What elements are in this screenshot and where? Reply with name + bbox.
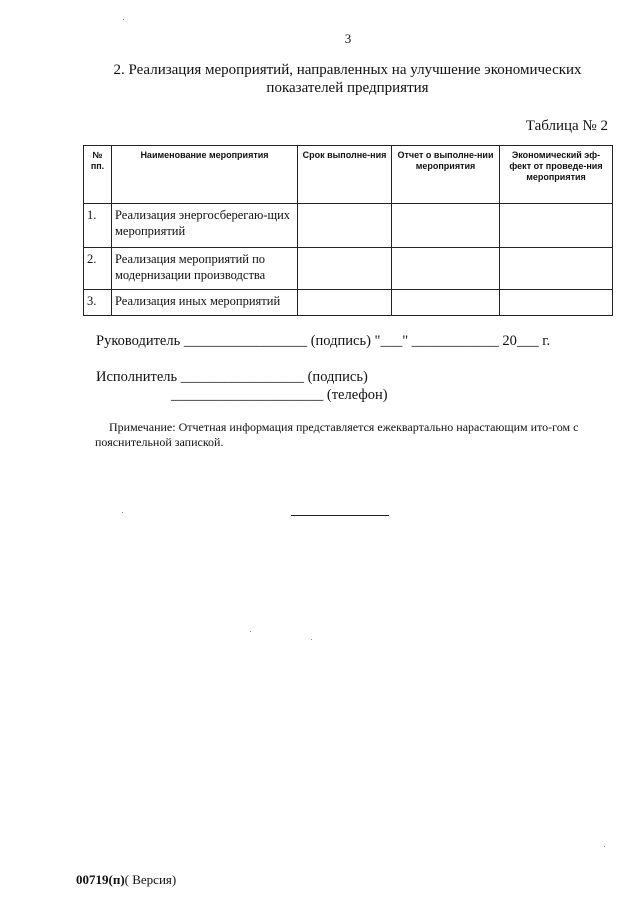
scan-speck (604, 846, 605, 847)
row-report-cell[interactable] (392, 290, 500, 316)
table-label: Таблица № 2 (525, 118, 608, 134)
head-signature-line: Руководитель _________________ (подпись) "___" ____________ 20___ г. (96, 333, 551, 349)
row-number: 2. (84, 248, 112, 290)
header-number: № пп. (84, 146, 112, 204)
document-footer (76, 872, 176, 888)
row-name: Реализация мероприятий по модернизации производства (112, 248, 298, 290)
executor-phone-line: _____________________ (телефон) (171, 387, 388, 403)
table-row (84, 290, 613, 316)
row-effect-cell[interactable] (500, 248, 613, 290)
row-number: 3. (84, 290, 112, 316)
row-number: 1. (84, 204, 112, 248)
header-report: Отчет о выполне-нии мероприятия (392, 146, 500, 204)
scan-speck (311, 639, 312, 640)
row-name: Реализация энергосберегаю-щих мероприятий (112, 204, 298, 248)
table-row (84, 204, 613, 248)
header-name: Наименование мероприятия (112, 146, 298, 204)
events-table (83, 145, 613, 316)
table-row (84, 248, 613, 290)
header-effect: Экономический эф-фект от проведе-ния мероприятия (500, 146, 613, 204)
header-deadline: Срок выполне-ния (298, 146, 392, 204)
table-header-row (84, 146, 613, 204)
row-report-cell[interactable] (392, 204, 500, 248)
page-number: 3 (344, 31, 352, 46)
section-title: 2. Реализация мероприятий, направленных на улучшение экономических показателей предприятия (113, 62, 582, 96)
document-version: ( Версия) (124, 872, 177, 887)
row-deadline-cell[interactable] (298, 204, 392, 248)
row-deadline-cell[interactable] (298, 248, 392, 290)
row-deadline-cell[interactable] (298, 290, 392, 316)
row-effect-cell[interactable] (500, 204, 613, 248)
scan-speck (122, 512, 123, 513)
executor-signature-line: Исполнитель _________________ (подпись) (96, 369, 368, 385)
end-separator-line (291, 515, 389, 516)
note-text: Примечание: Отчетная информация представляется ежеквартально нарастающим ито-гом с пояснительной запиской. (95, 420, 579, 449)
row-effect-cell[interactable] (500, 290, 613, 316)
document-code: 00719(п) (76, 872, 125, 887)
row-report-cell[interactable] (392, 248, 500, 290)
row-name: Реализация иных мероприятий (112, 290, 298, 316)
scan-speck (250, 631, 251, 632)
scan-speck (123, 19, 124, 20)
